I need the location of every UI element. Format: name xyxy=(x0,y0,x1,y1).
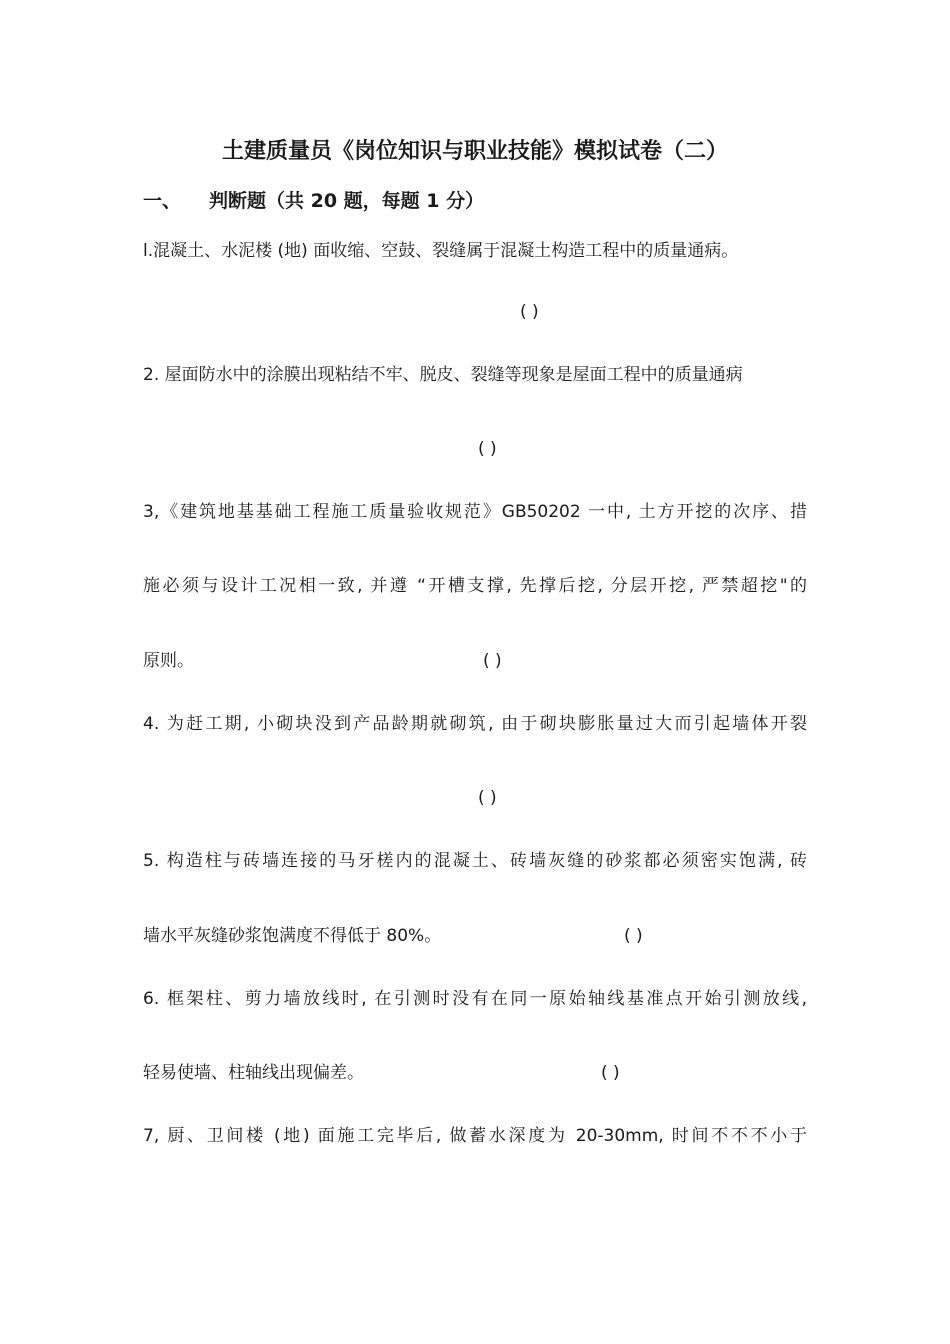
answer-blank-4: ( ) xyxy=(478,788,497,808)
question-3-line-3: 原则。 xyxy=(143,651,194,671)
page-title: 土建质量员《岗位知识与职业技能》模拟试卷（二） xyxy=(221,139,728,164)
question-5-line-2: 墙水平灰缝砂浆饱满度不得低于 80%。 xyxy=(143,926,442,946)
answer-blank-3: ( ) xyxy=(483,651,502,671)
question-2-line-1: 2. 屋面防水中的涂膜出现粘结不牢、脱皮、裂缝等现象是屋面工程中的质量通病 xyxy=(143,365,743,385)
question-3-line-2: 施必须与设计工况相一致, 并遵 “开槽支撑, 先撑后挖, 分层开挖, 严禁超挖"的 xyxy=(143,576,807,596)
question-6-line-1: 6. 框架柱、剪力墙放线时, 在引测时没有在同一原始轴线基准点开始引测放线, xyxy=(143,989,807,1009)
section-heading xyxy=(143,189,484,213)
question-4-line-1: 4. 为赶工期, 小砌块没到产品龄期就砌筑, 由于砌块膨胀量过大而引起墙体开裂 xyxy=(143,714,807,734)
section-number: 一、 xyxy=(143,190,182,212)
answer-blank-2: ( ) xyxy=(478,439,497,459)
question-3-line-1: 3,《建筑地基基础工程施工质量验收规范》GB50202 一中, 土方开挖的次序、措 xyxy=(143,502,807,522)
question-7-line-1: 7, 厨、卫间楼 (地) 面施工完毕后, 做蓄水深度为 20-30mm, 时间不不不小于 xyxy=(143,1126,807,1146)
question-5-line-1: 5. 构造柱与砖墙连接的马牙槎内的混凝土、砖墙灰缝的砂浆都必须密实饱满, 砖 xyxy=(143,851,807,871)
question-1-line-1: l.混凝土、水泥楼 (地) 面收缩、空鼓、裂缝属于混凝土构造工程中的质量通病。 xyxy=(143,241,739,261)
answer-blank-6: ( ) xyxy=(601,1063,620,1083)
question-6-line-2: 轻易使墙、柱轴线出现偏差。 xyxy=(143,1063,364,1083)
answer-blank-1: ( ) xyxy=(520,302,539,322)
answer-blank-5: ( ) xyxy=(624,926,643,946)
section-title: 判断题（共 20 题，每题 1 分） xyxy=(209,190,485,212)
